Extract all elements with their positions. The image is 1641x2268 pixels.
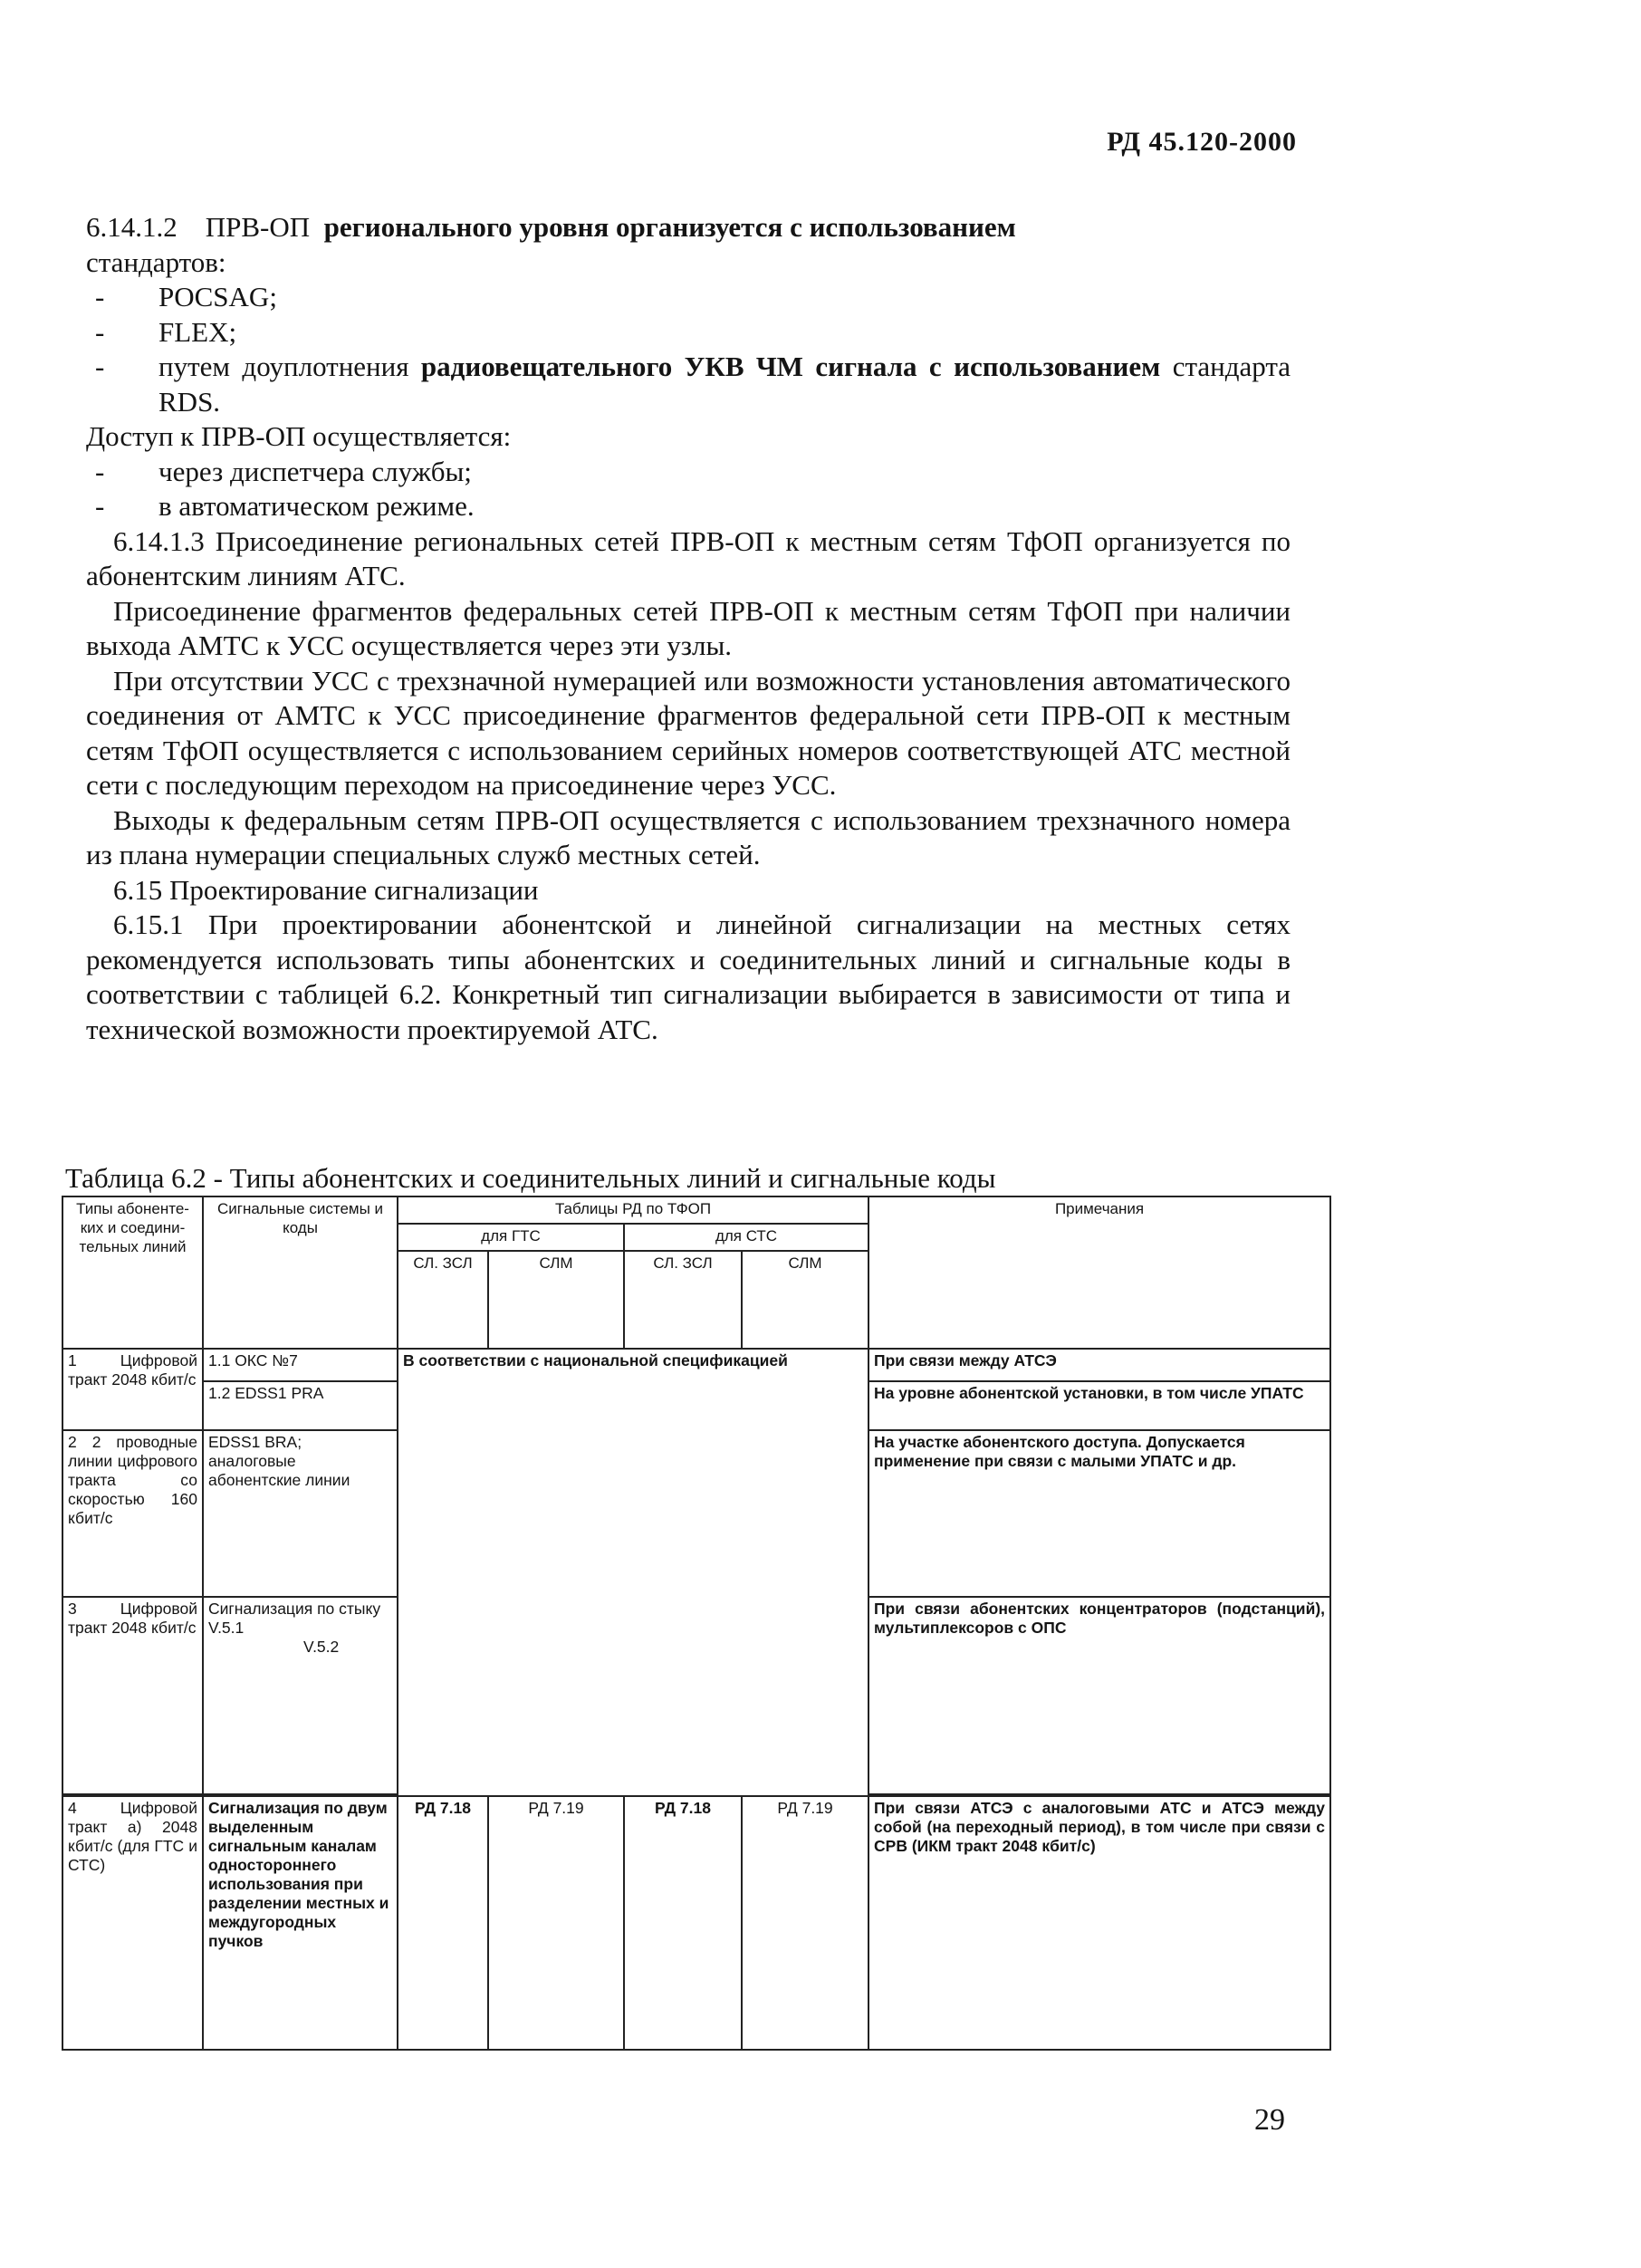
header-signal-systems: Сигнальные системы и коды — [203, 1196, 398, 1349]
header-sts: для СТС — [624, 1224, 868, 1251]
section-6-15-heading: 6.15 Проектирование сигнализации — [113, 873, 539, 906]
header-rd-tables: Таблицы РД по ТФОП — [398, 1196, 868, 1224]
table-cell-signal: EDSS1 BRA; аналоговые абонентские линии — [203, 1430, 398, 1597]
table-cell-type: 1 Цифровой тракт 2048 кбит/с — [62, 1349, 203, 1430]
list-item: - в автоматическом режиме. — [95, 490, 475, 522]
list-item: - путем доуплотнения радиовещательного УКВ ЧМ сигнала с использованием стандарта RDS. — [95, 351, 1291, 418]
table-cell-type: 2 2 проводные линии цифрового тракта со скоростью 160 кбит/с — [62, 1430, 203, 1597]
header-gts: для ГТС — [398, 1224, 624, 1251]
table-cell-note: На участке абонентского доступа. Допускается применение при связи с малыми УПАТС и др. — [868, 1430, 1330, 1597]
section-6-15-1: 6.15.1 При проектировании абонентской и линейной сигнализации на местных сетях рекомендуется использовать типы абонентских и соединительных линий и сигнальные коды в соответствии с таблицей 6.2. Конкретный тип сигнализации выбирается в зависимости от типа и технической возможности проектируемой АТС. — [86, 908, 1291, 1045]
header-line-types: Типы абоненте-ких и соедини-тельных линий — [62, 1196, 203, 1349]
table-cell-rd-span: В соответствии с национальной спецификацией — [398, 1349, 868, 1796]
body-text — [86, 210, 1291, 1047]
table-cell-rd: РД 7.18 — [398, 1796, 488, 2050]
table-cell-rd: РД 7.19 — [742, 1796, 868, 2050]
access-intro: Доступ к ПРВ-ОП осуществляется: — [86, 420, 512, 452]
table-cell-note: При связи между АТСЭ — [868, 1349, 1330, 1381]
table-cell-note: При связи АТСЭ с аналоговыми АТС и АТСЭ между собой (на переходный период), в том числе при связи с СРВ (ИКМ тракт 2048 кбит/с) — [868, 1796, 1330, 2050]
section-6-14-1-2: 6.14.1.2 ПРВ-ОП регионального уровня организуется с использованием стандартов: — [86, 211, 1016, 278]
table-cell-signal: Сигнализация по стыку V.5.1 V.5.2 — [203, 1597, 398, 1794]
header-sl-zsl: СЛ. ЗСЛ — [624, 1251, 742, 1349]
table-cell-signal: Сигнализация по двум выделенным сигнальным каналам одностороннего использования при разделении местных и междугородных пучков — [203, 1796, 398, 2050]
header-sl-zsl: СЛ. ЗСЛ — [398, 1251, 488, 1349]
document-code-header: РД 45.120-2000 — [1107, 127, 1297, 157]
table-cell-note: При связи абонентских концентраторов (подстанций), мультиплексоров с ОПС — [868, 1597, 1330, 1794]
table-cell-type: 3 Цифровой тракт 2048 кбит/с — [62, 1597, 203, 1794]
list-item: - через диспетчера службы; — [95, 455, 472, 487]
header-slm: СЛМ — [488, 1251, 624, 1349]
table-cell-type: 4 Цифровой тракт а) 2048 кбит/с (для ГТС и СТС) — [62, 1796, 203, 2050]
section-6-14-1-3: 6.14.1.3 Присоединение региональных сетей ПРВ-ОП к местным сетям ТфОП организуется по абонентским линиям АТС. — [86, 524, 1291, 591]
header-notes: Примечания — [868, 1196, 1330, 1349]
list-item: - POCSAG; — [95, 281, 277, 312]
paragraph: Выходы к федеральным сетям ПРВ-ОП осуществляется с использованием трехзначного номера из плана нумерации специальных служб местных сетей. — [86, 803, 1291, 870]
header-slm: СЛМ — [742, 1251, 868, 1349]
list-item: - FLEX; — [95, 315, 237, 348]
table-cell-signal: 1.2 EDSS1 PRA — [203, 1381, 398, 1430]
table-cell-note: На уровне абонентской установки, в том числе УПАТС — [868, 1381, 1330, 1430]
table-cell-signal: 1.1 ОКС №7 — [203, 1349, 398, 1381]
paragraph: Присоединение фрагментов федеральных сетей ПРВ-ОП к местным сетям ТфОП при наличии выхода АМТС к УСС осуществляется через эти узлы. — [86, 594, 1291, 661]
paragraph: При отсутствии УСС с трехзначной нумерацией или возможности установления автоматического соединения от АМТС к УСС присоединение фрагментов федеральной сети ПРВ-ОП к местным сетям ТфОП осуществляется с использованием серийных номеров соответствующей АТС местной сети с последующим переходом на присоединение через УСС. — [86, 664, 1291, 801]
page-number: 29 — [1254, 2103, 1285, 2137]
signaling-table — [62, 1196, 1331, 2051]
table-cell-rd: РД 7.19 — [488, 1796, 624, 2050]
table-cell-rd: РД 7.18 — [624, 1796, 742, 2050]
table-caption: Таблица 6.2 - Типы абонентских и соединительных линий и сигнальные коды — [65, 1162, 996, 1194]
